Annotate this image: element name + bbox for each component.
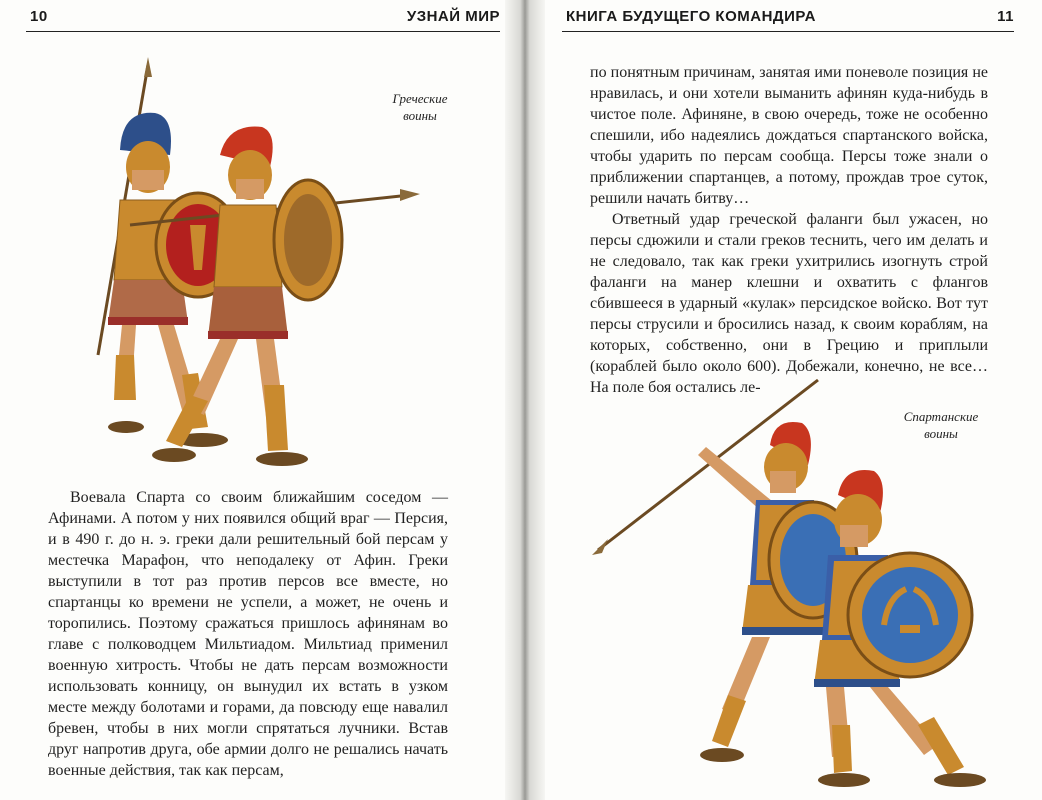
running-head-left: УЗНАЙ МИР	[406, 8, 500, 25]
body-paragraph: по понятным причинам, занятая ими поневоле позиция не нравилась, и они хотели выманить афинян куда-нибудь в чистое поле. Афиняне, в свою очередь, тоже не особенно спешили, ибо надеялись дождаться спартанского войска, чтобы ударить по персам сообща. Персы тоже знали о приближении спартанцев, а потому, прождав трое суток, решили начать битву…	[590, 64, 988, 207]
left-page-body	[48, 487, 448, 781]
caption-line: Греческие	[392, 91, 448, 106]
running-head-right: КНИГА БУДУЩЕГО КОМАНДИРА	[566, 8, 816, 25]
body-paragraph: Воевала Спарта со своим ближайшим соседом — Афинами. А потом у них появился общий враг — Персия, и в 490 г. до н. э. греки дали решительный бой персам у местечка Марафон, что неподалеку от Афин. Греки выступили в тот раз против персов все вместе, но спартанцы ко времени не успели, а может, не очень и торопились. Поэтому сражаться пришлось афинянам во главе с полководцем Мильтиадом. Мильтиад применил военную хитрость. Чтобы не дать персам возможности использовать конницу, он вынудил их встать в узком месте между болотами и горами, да повсюду еще навалил бревен, чтобы в них могли спрятаться лучники. Встав друг напротив друга, обе армии долго не решались начать военные действия, так как персам,	[48, 489, 448, 779]
caption-spartan-warriors	[886, 408, 996, 442]
caption-line: воины	[924, 426, 958, 441]
caption-line: воины	[403, 108, 437, 123]
caption-line: Спартанские	[903, 409, 979, 424]
page-number-left: 10	[30, 8, 48, 25]
page-number-right: 11	[997, 8, 1014, 25]
right-page	[528, 0, 1042, 800]
header-rule-right	[562, 31, 1014, 32]
right-page-body	[590, 62, 988, 398]
left-page	[0, 0, 518, 800]
greek-warriors-illustration	[70, 55, 430, 475]
caption-greek-warriors	[380, 90, 460, 124]
header-rule-left	[26, 31, 500, 32]
body-paragraph: Ответный удар греческой фаланги был ужасен, но персы сдюжили и стали греков теснить, чего им делать и не следовало, так как греки ухитрились изогнуть строй фаланги на манер клешни и охватить с флангов сбившееся в ударный «кулак» персидское войско. Вот тут персы струсили и бросились назад, к своим кораблям, на которых, собственно, они в Грецию и приплыли (кораблей было около 600). Добежали, конечно, не все… На поле боя остались ле-	[590, 211, 988, 396]
